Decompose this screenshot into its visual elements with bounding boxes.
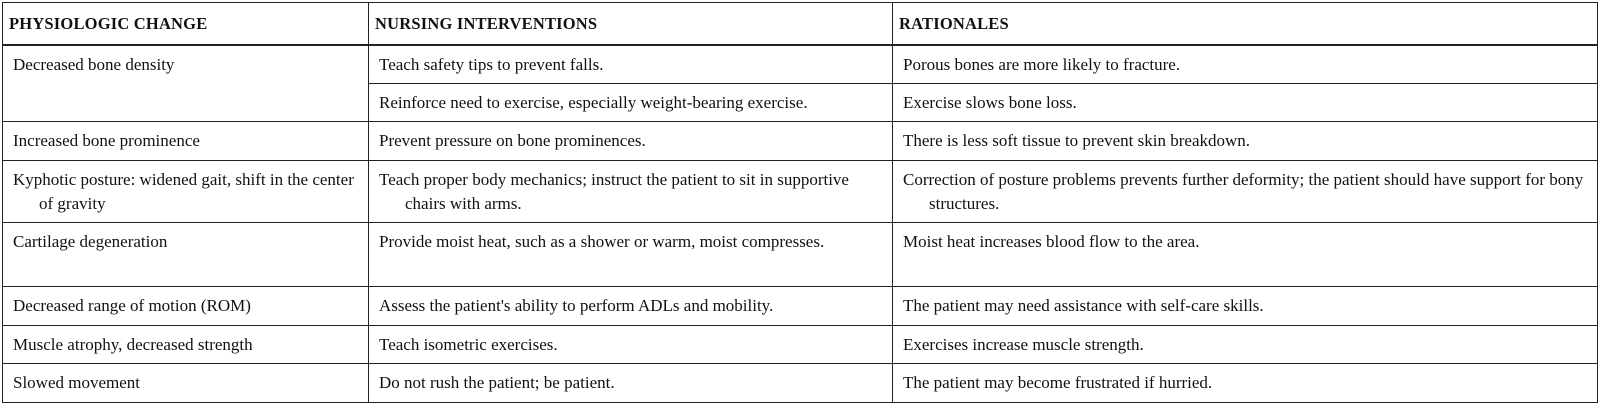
- change-cell: Muscle atrophy, decreased strength: [3, 325, 369, 364]
- intervention-cell: Teach safety tips to prevent falls.: [369, 45, 893, 84]
- header-rationales: RATIONALES: [893, 3, 1598, 45]
- rationale-cell: The patient may become frustrated if hurried.: [893, 364, 1598, 403]
- intervention-cell: Do not rush the patient; be patient.: [369, 364, 893, 403]
- table-row: [3, 364, 1598, 403]
- change-cell: Decreased range of motion (ROM): [3, 287, 369, 326]
- table-row: [3, 45, 1598, 84]
- rationale-cell: Correction of posture problems prevents further deformity; the patient should have support for bony structures.: [893, 160, 1598, 223]
- header-nursing-interventions: NURSING INTERVENTIONS: [369, 3, 893, 45]
- rationale-cell: Exercises increase muscle strength.: [893, 325, 1598, 364]
- intervention-cell: Teach isometric exercises.: [369, 325, 893, 364]
- rationale-cell: There is less soft tissue to prevent skin breakdown.: [893, 122, 1598, 161]
- table-row: [3, 160, 1598, 223]
- change-cell: Increased bone prominence: [3, 122, 369, 161]
- intervention-cell: Teach proper body mechanics; instruct the patient to sit in supportive chairs with arms.: [369, 160, 893, 223]
- table-row: [3, 325, 1598, 364]
- change-cell: Slowed movement: [3, 364, 369, 403]
- intervention-cell: Assess the patient's ability to perform ADLs and mobility.: [369, 287, 893, 326]
- intervention-cell: Provide moist heat, such as a shower or warm, moist compresses.: [369, 223, 893, 287]
- table-row: [3, 122, 1598, 161]
- header-physiologic-change: PHYSIOLOGIC CHANGE: [3, 3, 369, 45]
- intervention-cell: Prevent pressure on bone prominences.: [369, 122, 893, 161]
- rationale-cell: The patient may need assistance with self-care skills.: [893, 287, 1598, 326]
- change-cell: Decreased bone density: [3, 45, 369, 122]
- nursing-table: [2, 2, 1598, 403]
- table-row: [3, 287, 1598, 326]
- change-cell: Kyphotic posture: widened gait, shift in the center of gravity: [3, 160, 369, 223]
- table-row: [3, 223, 1598, 287]
- rationale-cell: Moist heat increases blood flow to the area.: [893, 223, 1598, 287]
- intervention-cell: Reinforce need to exercise, especially weight-bearing exercise.: [369, 83, 893, 122]
- table-header-row: [3, 3, 1598, 45]
- rationale-cell: Exercise slows bone loss.: [893, 83, 1598, 122]
- change-cell: Cartilage degeneration: [3, 223, 369, 287]
- rationale-cell: Porous bones are more likely to fracture.: [893, 45, 1598, 84]
